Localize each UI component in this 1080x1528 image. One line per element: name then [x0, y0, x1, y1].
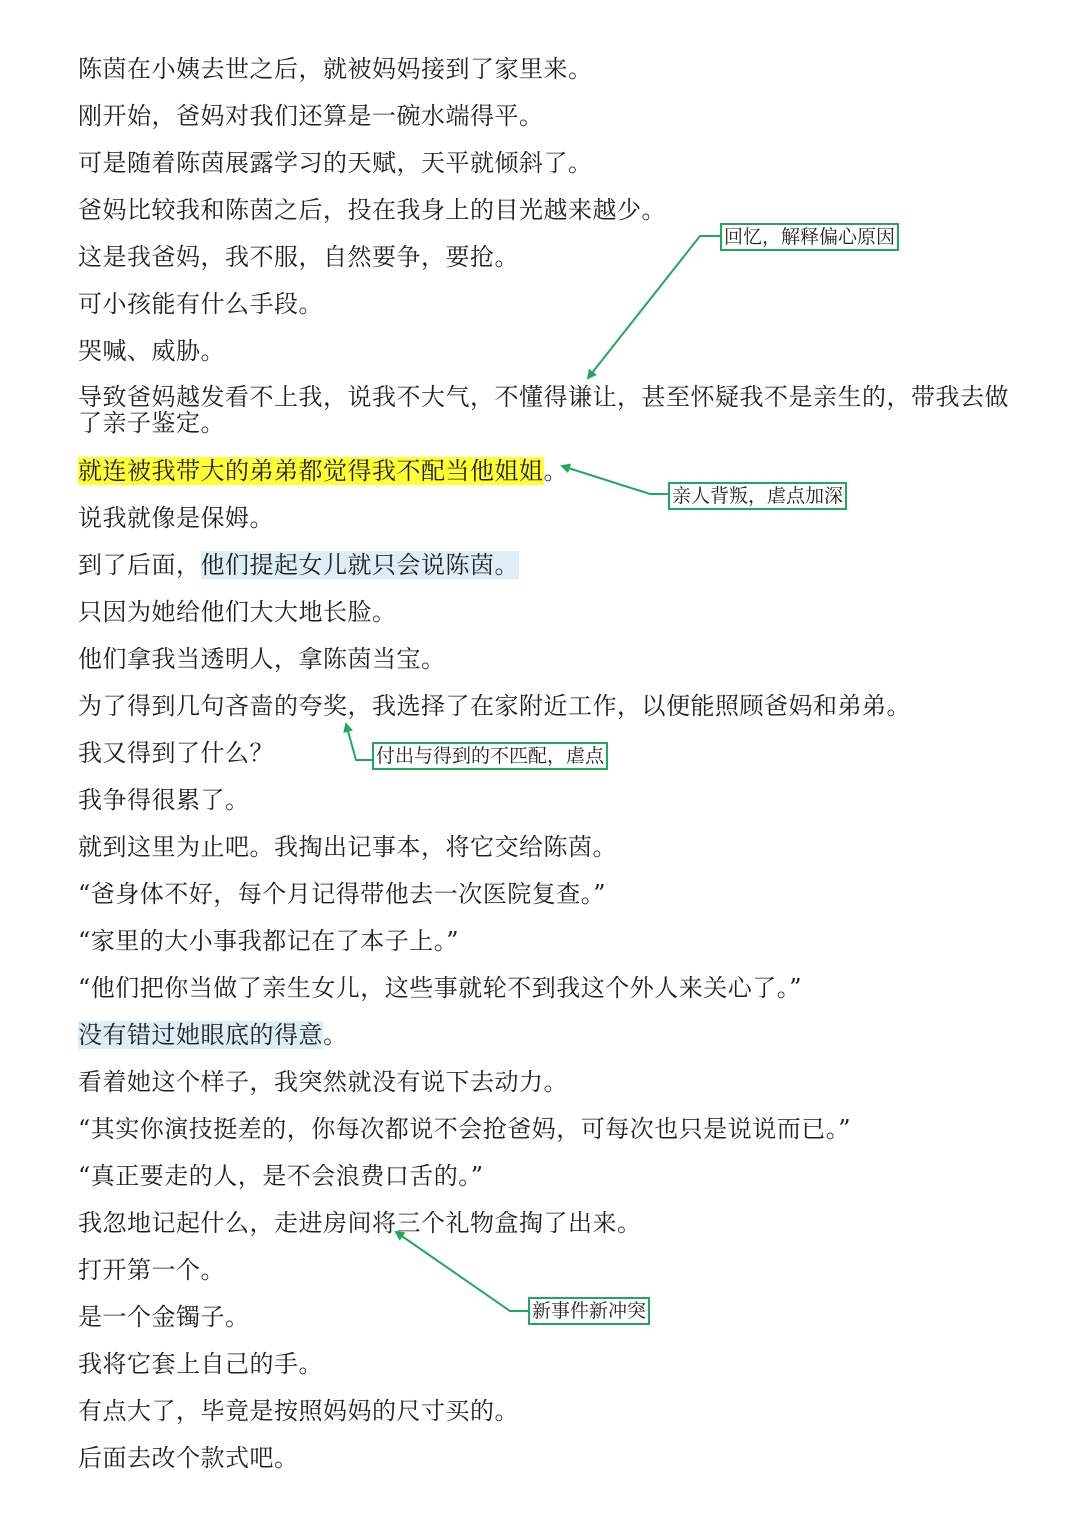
text-line: “其实你演技挺差的，你每次都说不会抢爸妈，可每次也只是说说而已。”: [78, 1115, 852, 1143]
text-line: 可小孩能有什么手段。: [78, 290, 323, 318]
text-line: 是一个金镯子。: [78, 1303, 250, 1331]
arrow-new-event: [396, 1232, 528, 1311]
text-line: 有点大了，毕竟是按照妈妈的尺寸买的。: [78, 1397, 519, 1425]
text-line: 我争得很累了。: [78, 786, 250, 814]
text-fragment: 到了后面，: [78, 551, 201, 579]
arrow-recall: [588, 236, 720, 378]
blue-highlight: 没有错过她眼底的得意: [78, 1021, 323, 1049]
text-line: 看着她这个样子，我突然就没有说下去动力。: [78, 1068, 568, 1096]
text-line-wrapped: 导致爸妈越发看不上我，说我不大气，不懂得谦让，甚至怀疑我不是亲生的，带我去做了亲子鉴定。: [78, 383, 1009, 437]
text-line: 我又得到了什么？: [78, 739, 274, 767]
text-line: 就到这里为止吧。我掏出记事本，将它交给陈茵。: [78, 833, 617, 861]
text-line: 可是随着陈茵展露学习的天赋，天平就倾斜了。: [78, 149, 593, 177]
text-line: “家里的大小事我都记在了本子上。”: [78, 927, 460, 955]
text-fragment: 。: [543, 457, 568, 485]
text-line: 哭喊、威胁。: [78, 337, 225, 365]
blue-highlight: 他们提起女儿就只会说陈茵。: [200, 551, 519, 579]
text-line: 说我就像是保姆。: [78, 504, 274, 532]
text-line: 刚开始，爸妈对我们还算是一碗水端得平。: [78, 102, 544, 130]
annotation-betrayal: 亲人背叛，虐点加深: [668, 482, 847, 510]
annotation-recall: 回忆，解释偏心原因: [720, 223, 899, 251]
arrow-mismatch: [346, 724, 372, 760]
text-fragment: 。: [323, 1021, 348, 1049]
annotation-mismatch: 付出与得到的不匹配，虐点: [372, 742, 608, 770]
text-line: 这是我爸妈，我不服，自然要争，要抢。: [78, 243, 519, 271]
text-line: 他们拿我当透明人，拿陈茵当宝。: [78, 645, 446, 673]
text-line: 为了得到几句吝啬的夸奖，我选择了在家附近工作，以便能照顾爸妈和弟弟。: [78, 692, 911, 720]
text-line: 后面去改个款式吧。: [78, 1444, 299, 1472]
text-line: “真正要走的人，是不会浪费口舌的。”: [78, 1162, 484, 1190]
text-line: 我将它套上自己的手。: [78, 1350, 323, 1378]
text-line: 只因为她给他们大大地长脸。: [78, 598, 397, 626]
arrow-betrayal: [562, 466, 668, 494]
yellow-highlight: 就连被我带大的弟弟都觉得我不配当他姐姐: [78, 457, 544, 485]
text-line: 爸妈比较我和陈茵之后，投在我身上的目光越来越少。: [78, 196, 666, 224]
text-line: 打开第一个。: [78, 1256, 225, 1284]
text-line: 我忽地记起什么，走进房间将三个礼物盒掏了出来。: [78, 1209, 642, 1237]
text-line: “爸身体不好，每个月记得带他去一次医院复查。”: [78, 880, 607, 908]
annotation-new-event: 新事件新冲突: [528, 1297, 650, 1325]
text-line: 陈茵在小姨去世之后，就被妈妈接到了家里来。: [78, 55, 593, 83]
text-line: “他们把你当做了亲生女儿，这些事就轮不到我这个外人来关心了。”: [78, 974, 803, 1002]
